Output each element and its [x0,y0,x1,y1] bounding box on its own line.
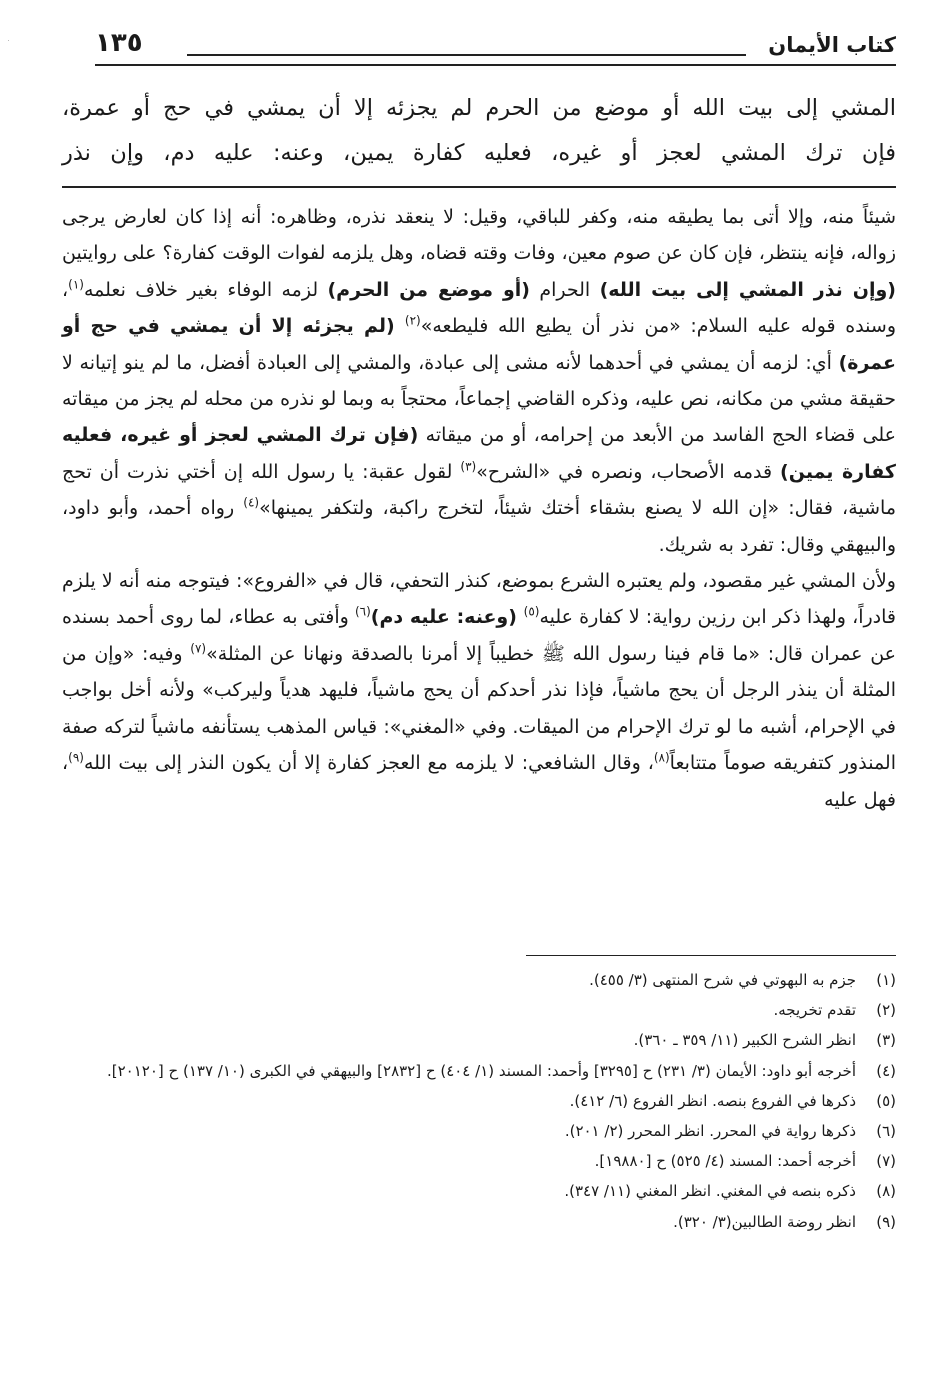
footnote-text: ذكرها رواية في المحرر. انظر المحرر (٢/ ٢٠١). [564,1122,856,1141]
footnote [62,1146,896,1176]
footnote [62,1056,896,1086]
scan-margin-mark [8,40,9,41]
footnote-text: ذكره بنصه في المغني. انظر المغني (١١/ ٣٤٧). [564,1182,856,1201]
commentary-text: ، وسنده قوله عليه السلام: «من نذر أن يطيع الله فليطعه» [62,278,896,338]
commentary-text: أي: لزمه أن يمشي في أحدهما لأنه مشى إلى عبادة، والمشي إلى العبادة أفضل، ما لم ينو إتيانه لا حقيقة مشي من مكانه، نص عليه، وذكره القاضي إجماعاً، محتجاً به وبما لو نذره من محله لم يجز من ميقاته على قضاء الحج الفاسد من الأبعد من إحرامه، أو من ميقاته [62,351,897,447]
footnote-text: أخرجه أحمد: المسند (٤/ ٥٢٥) ح [١٩٨٨٠]. [594,1152,856,1171]
commentary-paragraph [62,563,896,818]
running-head [95,28,896,62]
footnote-number: (٦) [876,1122,896,1141]
quoted-matn: (فإن ترك المشي لعجز أو غيره، فعليه كفارة يمين) [62,424,896,483]
footnote-number: (٢) [876,1001,896,1020]
header-rule [187,54,746,56]
footnote-number: (٨) [876,1182,896,1201]
footnote [62,1025,896,1055]
footnote-text: انظر روضة الطالبين(٣/ ٣٢٠). [673,1212,856,1231]
footnote-text: تقدم تخريجه. [773,1001,856,1020]
footnote-text: أخرجه أبو داود: الأيمان (٣/ ٢٣١) ح [٣٢٩٥] وأحمد: المسند (١/ ٤٠٤) ح [٢٨٣٢] والبيهقي في الكبرى (١٠/ ١٣٧) ح [٢٠١٢٠]. [106,1061,856,1080]
commentary-text: ، وقال الشافعي: لا يلزمه مع العجز كفارة إلا أن يكون النذر إلى بيت الله [83,752,654,775]
footnote [62,1116,896,1146]
footnote-number: (٤) [876,1061,896,1080]
header-underline [95,64,896,66]
footnote-text: ذكرها في الفروع بنصه. انظر الفروع (٦/ ٤١٢). [569,1091,856,1110]
footnote-number: (٥) [876,1091,896,1110]
commentary-text: لقول عقبة: يا رسول الله إن أختي نذرت أن تحج ماشية، فقال: «إن الله لا يصنع بشقاء أختك شيئاً، لتخرج راكبة، ولتكفر يمينها» [62,460,896,520]
footnote-ref[interactable]: (٩) [68,750,84,765]
footnote-text: انظر الشرح الكبير (١١/ ٣٥٩ ـ ٣٦٠). [633,1031,856,1050]
commentary-text: وفيه: «وإن من المثلة أن ينذر الرجل أن يحج ماشياً، فإذا نذر أحدكم أن يحج ماشياً، فليهد هدياً وليركب» ولأنه أخل بواجب في الإحرام، أشبه ما لو ترك الإحرام من الميقات. وفي «المغني»: قياس المذهب يستأنفه ماشياً لتركه صفة المنذور كتفريقه صوماً متتابعاً [62,642,896,775]
footnote-number: (١) [876,971,896,989]
commentary [62,199,896,818]
footnote-number: (٧) [876,1152,896,1171]
footnote-ref[interactable]: (٥) [523,605,540,620]
footnote-ref[interactable]: (٦) [354,605,371,620]
footnote-ref[interactable]: (٤) [243,495,260,510]
base-text-divider [62,186,896,188]
book-title: كتاب الأيمان [768,33,896,57]
commentary-paragraph [62,199,896,563]
footnote-number: (٩) [876,1212,896,1231]
footnote [62,965,896,995]
page-number: ١٣٥ [95,28,143,58]
commentary-text: ولأن المشي غير مقصود، ولم يعتبره الشرع بموضع، كنذر التحفي، قال في «الفروع»: فيتوجه منه أنه لا يلزم قادراً، ولهذا ذكر ابن رزين رواية: لا كفارة عليه [62,570,896,629]
footnote [62,1086,896,1116]
quoted-matn: (وعنه: عليه دم) [370,606,524,629]
commentary-text: ، فهل عليه [62,752,896,811]
footnote-text: جزم به البهوتي في شرح المنتهى (٣/ ٤٥٥). [589,971,856,989]
quoted-matn: (أو موضع من الحرم) [327,278,530,301]
footnote-ref[interactable]: (٢) [404,313,421,328]
commentary-text: رواه أحمد، وأبو داود، والبيهقي وقال: تفرد به شريك. [62,497,896,556]
quoted-matn: (لم يجزئه إلا أن يمشي في حج أو عمرة) [62,315,896,374]
footnote-ref[interactable]: (١) [68,277,84,292]
commentary-text: لزمه الوفاء بغير خلاف نعلمه [83,278,328,301]
commentary-text: وأفتى به عطاء، لما روى أحمد بسنده عن عمران قال: «ما قام فينا رسول الله ﷺ خطيباً إلا أمرنا بالصدقة ونهانا عن المثلة» [62,606,896,665]
footnote [62,1176,896,1206]
footnote-number: (٣) [876,1031,896,1050]
footnote-ref[interactable]: (٧) [190,641,207,656]
base-text [62,86,896,176]
base-text-line: فإن ترك المشي لعجز أو غيره، فعليه كفارة يمين، وعنه: عليه دم، وإن نذر [62,140,896,166]
footnote [62,1207,896,1237]
commentary-text: شيئاً منه، وإلا أتى بما يطيقه منه، وكفر للباقي، وقيل: لا ينعقد نذره، وظاهره: أنه إذا كان لعارض يرجى زواله، فإنه ينتظر، فإن كان عن صوم معين، وفات وقته قضاه، وهل يلزمه لفوات الوقت كفارة؟ على روايتين [62,206,896,265]
quoted-matn: (وإن نذر المشي إلى بيت الله) [599,278,896,301]
commentary-text: الحرام [529,278,600,301]
footnotes [62,965,896,1237]
footnote-ref[interactable]: (٣) [460,459,477,474]
footnote [62,995,896,1025]
footnote-divider [526,955,896,956]
base-text-line: المشي إلى بيت الله أو موضع من الحرم لم يجزئه إلا أن يمشي في حج أو عمرة، [62,95,896,121]
commentary-text: قدمه الأصحاب، ونصره في «الشرح» [476,460,781,483]
footnote-ref[interactable]: (٨) [653,750,670,765]
